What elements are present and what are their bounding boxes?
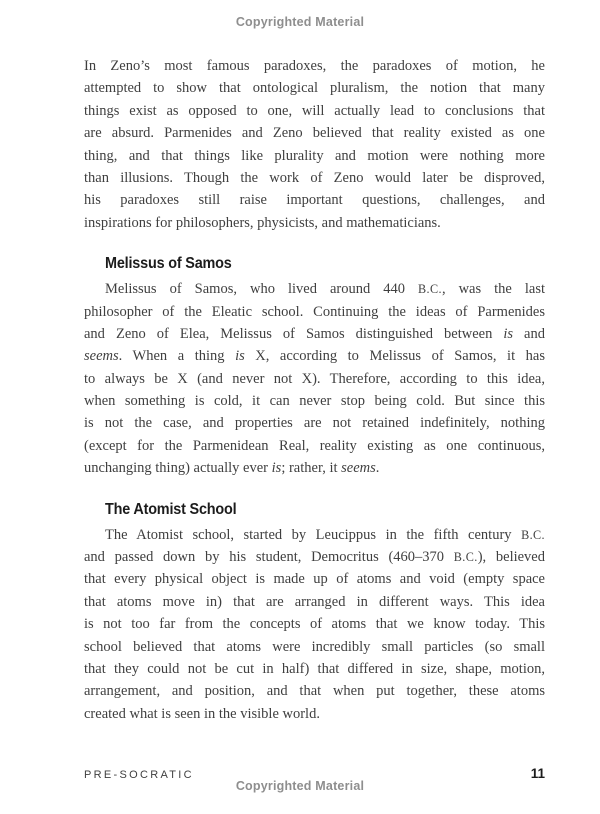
text-line [84, 658, 545, 680]
page-number: 11 [530, 766, 545, 781]
italic-text: seems [341, 460, 376, 477]
body-text: and passed down by his student, Democritus (460–370 [84, 549, 454, 566]
page-content [84, 55, 545, 725]
text-line [84, 368, 545, 390]
body-text: and Zeno of Elea, Melissus of Samos distinguished between [84, 325, 504, 342]
text-line [84, 636, 545, 658]
body-text: The Atomist school, started by Leucippus in the fifth century [105, 526, 522, 543]
italic-text: seems [84, 348, 119, 365]
text-line [84, 412, 545, 434]
text-line [84, 345, 545, 367]
text-line [84, 323, 545, 345]
body-text: arrangement, and position, and that when put together, these atoms [84, 683, 545, 700]
running-header: PRE-SOCRATIC [84, 769, 194, 781]
text-line [84, 524, 545, 546]
body-text: than illusions. Though the work of Zeno would later be disproved, [84, 169, 545, 186]
body-text: to always be X (and never not X). Therefore, according to this idea, [84, 370, 545, 387]
smallcaps-text: B.C. [418, 282, 442, 297]
body-paragraph [84, 55, 545, 234]
text-line [84, 703, 545, 725]
text-line [84, 100, 545, 122]
text-line [84, 77, 545, 99]
body-text: that they could not be cut in half) that differed in size, shape, motion, [84, 660, 545, 677]
body-text: and [513, 325, 545, 342]
body-text: his paradoxes still raise important questions, challenges, and [84, 192, 545, 209]
text-line [84, 301, 545, 323]
text-line [84, 591, 545, 613]
section-heading: The Atomist School [105, 500, 237, 518]
text-line [84, 457, 545, 479]
body-text: thing, and that things like plurality and motion were nothing more [84, 147, 545, 164]
body-text: that atoms move in) that are arranged in different ways. This idea [84, 593, 545, 610]
body-paragraph [84, 524, 545, 726]
copyright-notice-top: Copyrighted Material [235, 15, 365, 29]
text-line [84, 680, 545, 702]
body-text: . [375, 460, 380, 477]
smallcaps-text: B.C. [453, 550, 478, 565]
section-heading: Melissus of Samos [105, 255, 232, 273]
text-line [84, 167, 545, 189]
text-line [84, 189, 545, 211]
body-text: Melissus of Samos, who lived around 440 [105, 281, 418, 298]
text-line [84, 568, 545, 590]
body-text: X, according to Melissus of Samos, it has [244, 348, 545, 365]
body-text: is not the case, and properties are not retained indefinitely, nothing [84, 415, 545, 432]
body-text: inspirations for philosophers, physicists, and mathematicians. [84, 214, 441, 231]
body-text: ; rather, it [281, 460, 342, 477]
body-text: unchanging thing) actually ever [84, 460, 272, 477]
body-text: In Zeno’s most famous paradoxes, the paradoxes of motion, he [84, 58, 545, 74]
body-text: ), believed [477, 549, 545, 566]
body-text: philosopher of the Eleatic school. Continuing the ideas of Parmenides [84, 303, 545, 320]
body-text: created what is seen in the visible world. [84, 705, 320, 722]
smallcaps-text: B.C. [521, 527, 545, 542]
body-text: when something is cold, it can never stop being cold. But since this [84, 393, 545, 410]
italic-text: is [503, 325, 514, 342]
text-line [84, 278, 545, 300]
italic-text: is [235, 348, 245, 365]
body-text: things exist as opposed to one, will actually lead to conclusions that [84, 102, 545, 119]
body-text: that every physical object is made up of atoms and void (empty space [84, 571, 545, 588]
text-line [84, 435, 545, 457]
body-text: attempted to show that ontological pluralism, the notion that many [84, 80, 545, 97]
body-paragraph [84, 278, 545, 480]
text-line [84, 390, 545, 412]
text-line [84, 212, 545, 234]
copyright-notice-bottom: Copyrighted Material [235, 779, 365, 793]
body-text: , was the last [441, 281, 545, 298]
text-line [84, 613, 545, 635]
italic-text: is [271, 460, 282, 477]
text-line [84, 122, 545, 144]
body-text: . When a thing [118, 348, 236, 365]
body-text: school believed that atoms were incredibly small particles (so small [84, 638, 545, 655]
body-text: (except for the Parmenidean Real, reality existing as one continuous, [84, 437, 545, 454]
text-line [84, 145, 545, 167]
body-text: is not too far from the concepts of atoms that we know today. This [84, 616, 545, 633]
text-line [84, 55, 545, 77]
text-line [84, 546, 545, 568]
body-text: are absurd. Parmenides and Zeno believed that reality existed as one [84, 125, 545, 142]
